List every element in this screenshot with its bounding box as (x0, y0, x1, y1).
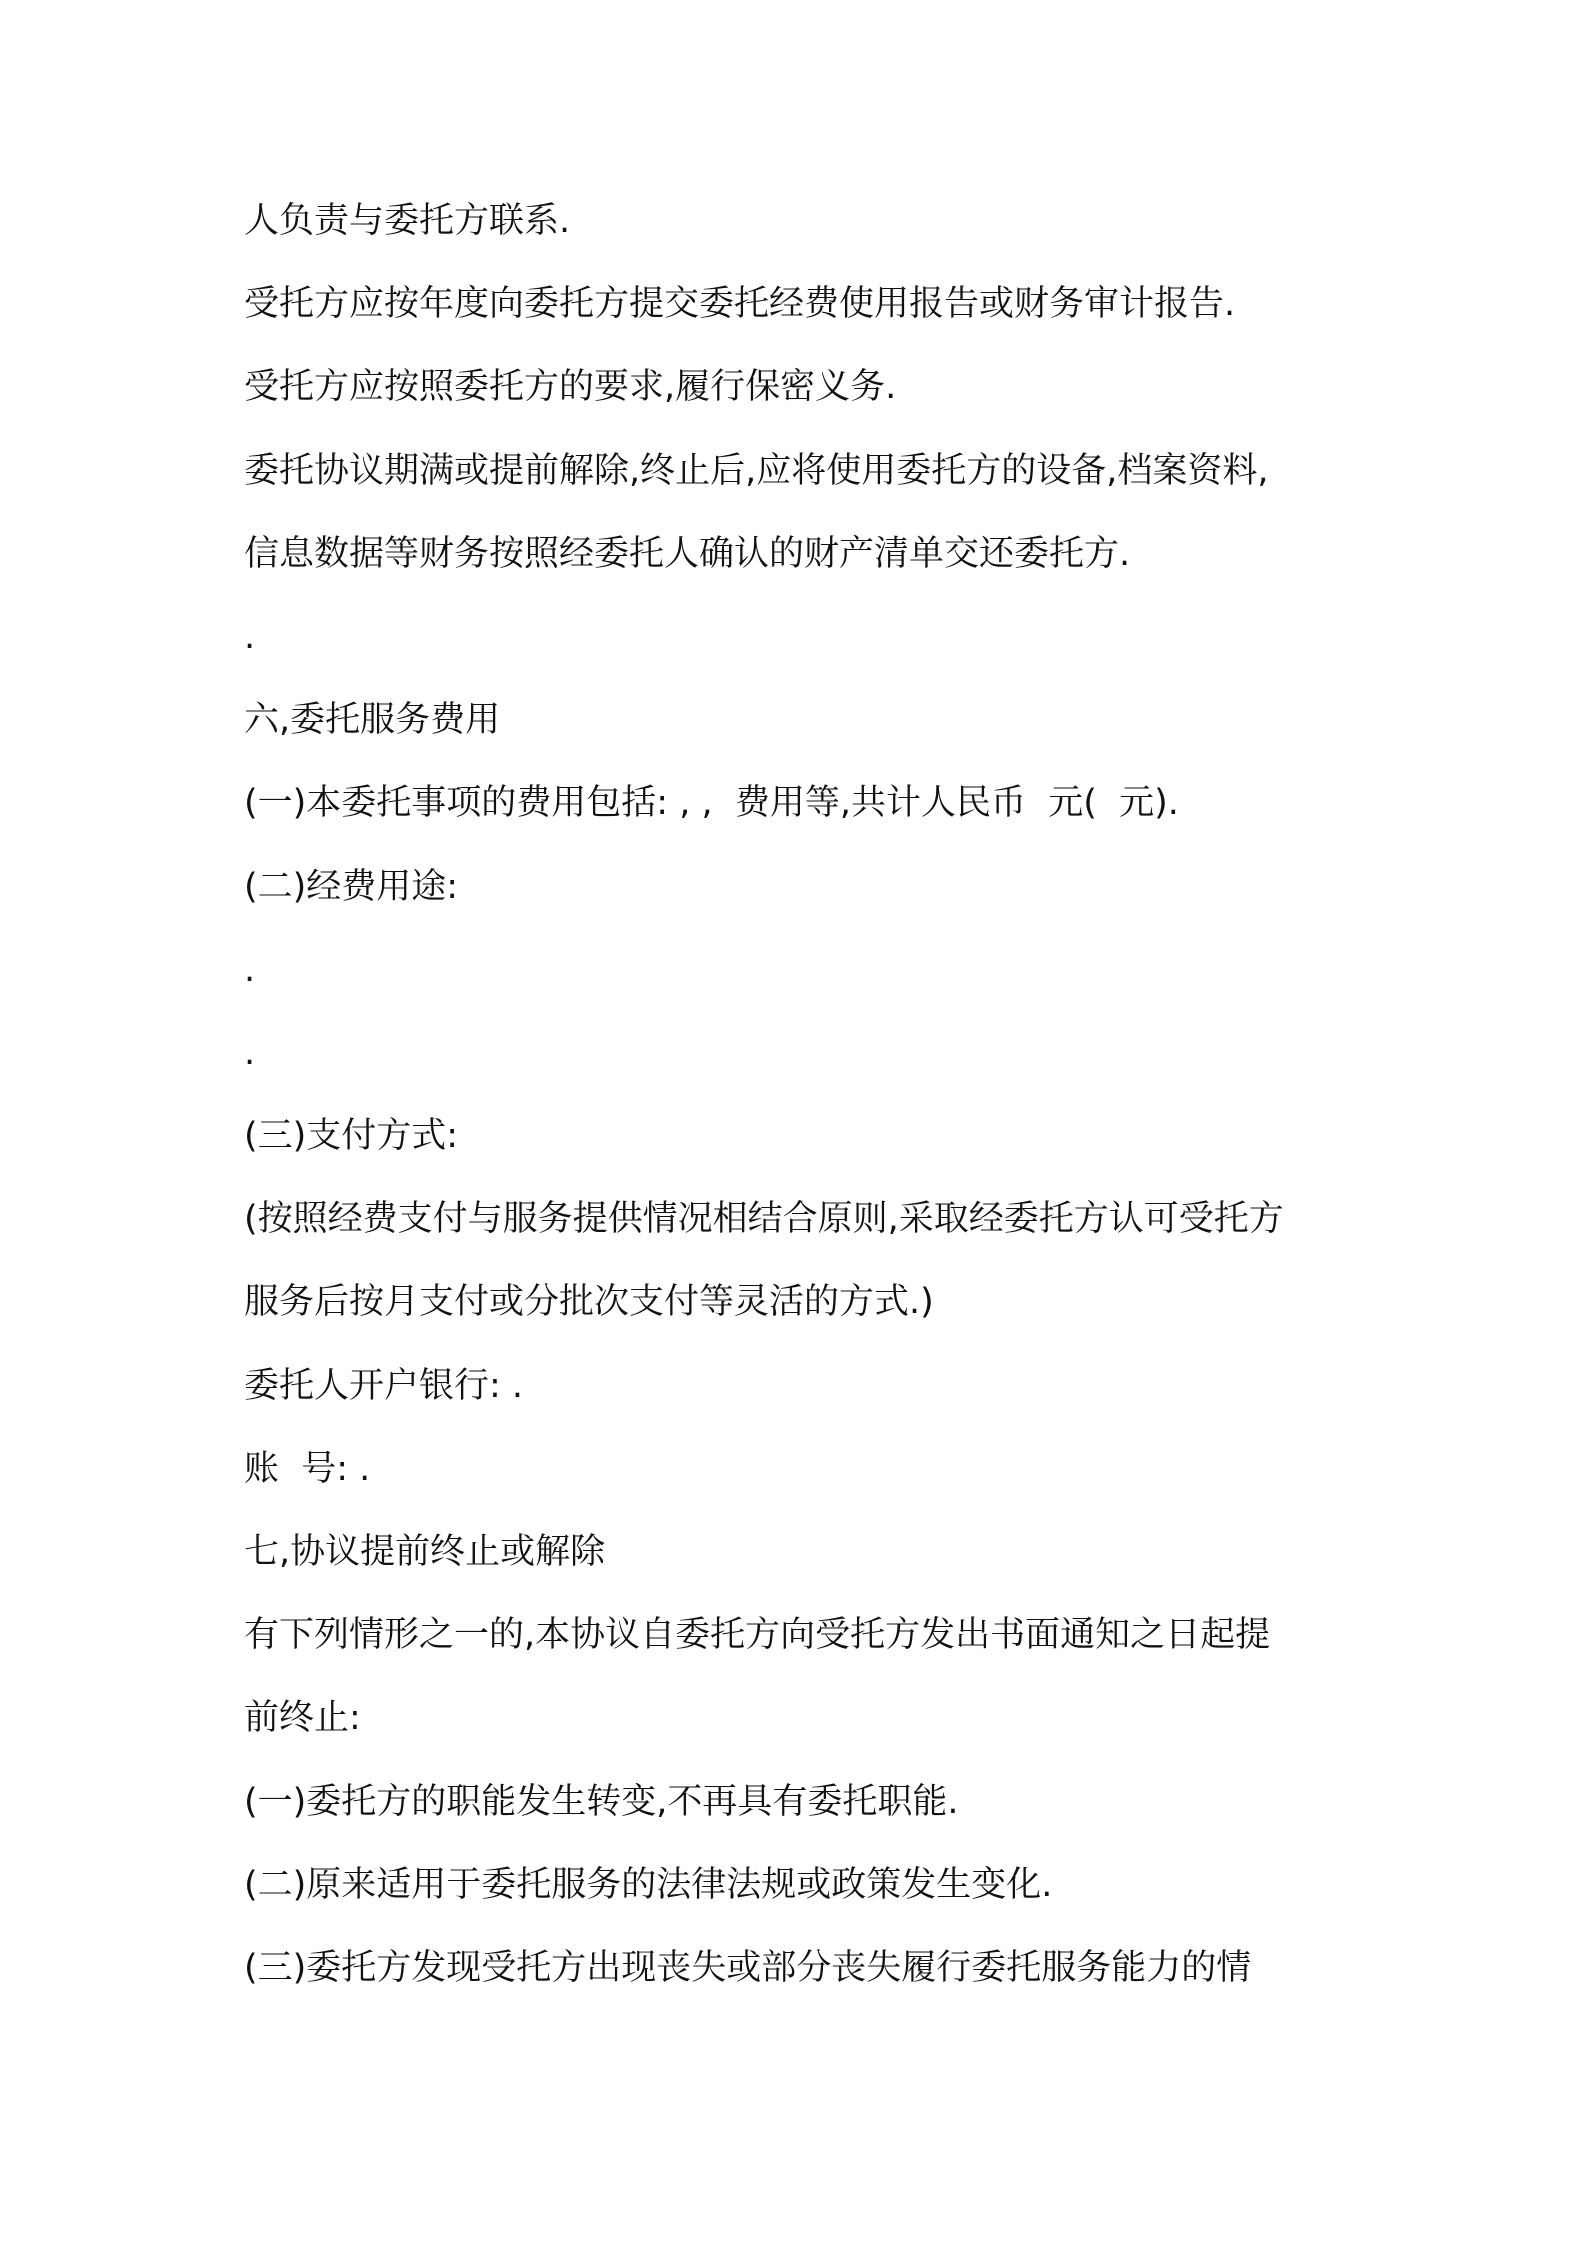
text-line: 服务后按月支付或分批次支付等灵活的方式.) (244, 1282, 934, 1323)
section-heading: 七,协议提前终止或解除 (244, 1532, 606, 1572)
text-line: 信息数据等财务按照经委托人确认的财产清单交还委托方. (244, 533, 1131, 574)
text-line: . (244, 1032, 256, 1073)
text-line: (一)本委托事项的费用包括: , , 费用等,共计人民币 元( 元). (244, 783, 1179, 824)
text-line: . (244, 616, 256, 657)
text-line: (二)原来适用于委托服务的法律法规或政策发生变化. (244, 1864, 1053, 1905)
text-line: (一)委托方的职能发生转变,不再具有委托职能. (244, 1781, 959, 1822)
text-line: . (244, 949, 256, 990)
text-line: 受托方应按照委托方的要求,履行保密义务. (244, 367, 897, 408)
text-line: 委托人开户银行: . (244, 1365, 524, 1406)
text-line: 前终止: (244, 1698, 361, 1739)
text-line: (二)经费用途: (244, 866, 459, 907)
text-line: (按照经费支付与服务提供情况相结合原则,采取经委托方认可受托方 (244, 1199, 1284, 1240)
text-line: 受托方应按年度向委托方提交委托经费使用报告或财务审计报告. (244, 284, 1236, 325)
text-line: 有下列情形之一的,本协议自委托方向受托方发出书面通知之日起提 (244, 1615, 1271, 1656)
text-line: 委托协议期满或提前解除,终止后,应将使用委托方的设备,档案资料, (244, 450, 1269, 491)
text-line: 账 号: . (244, 1448, 371, 1489)
section-heading: 六,委托服务费用 (244, 700, 501, 741)
text-line: 人负责与委托方联系. (244, 201, 571, 241)
document-body (244, 200, 1394, 2030)
text-line: (三)委托方发现受托方出现丧失或部分丧失履行委托服务能力的情 (244, 1947, 1252, 1988)
text-line: (三)支付方式: (244, 1116, 459, 1157)
